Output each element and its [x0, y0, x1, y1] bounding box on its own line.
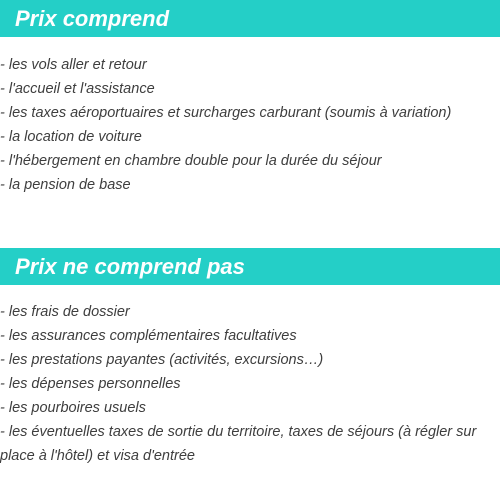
- list-item: - l'hébergement en chambre double pour la durée du séjour: [0, 153, 382, 169]
- list-item: - les frais de dossier: [0, 304, 130, 320]
- included-section-title: Prix comprend: [0, 0, 500, 37]
- list-item: - les prestations payantes (activités, excursions…): [0, 352, 324, 368]
- not-included-list: [0, 300, 500, 468]
- list-item: - la pension de base: [0, 177, 131, 193]
- list-item: - les dépenses personnelles: [0, 376, 181, 392]
- list-item: - les assurances complémentaires facultatives: [0, 328, 297, 344]
- list-item: - la location de voiture: [0, 129, 142, 145]
- list-item: - les pourboires usuels: [0, 400, 146, 416]
- list-item: - les éventuelles taxes de sortie du territoire, taxes de séjours (à régler sur place à l'hôtel) et visa d'entrée: [0, 424, 477, 464]
- list-item: - les vols aller et retour: [0, 57, 147, 73]
- list-item: - l'accueil et l'assistance: [0, 81, 155, 97]
- list-item: - les taxes aéroportuaires et surcharges carburant (soumis à variation): [0, 105, 452, 121]
- included-list: [0, 53, 500, 197]
- not-included-section-title: Prix ne comprend pas: [0, 248, 500, 285]
